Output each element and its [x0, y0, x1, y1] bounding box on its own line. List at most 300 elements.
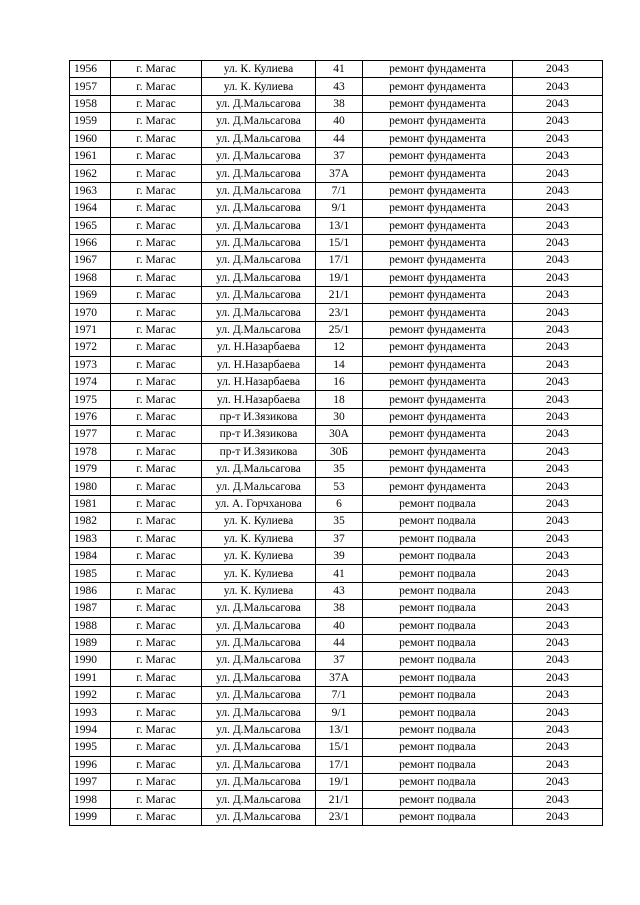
- house-number-cell: 37: [316, 147, 363, 164]
- house-number-cell: 37А: [316, 669, 363, 686]
- table-row: [70, 113, 603, 130]
- row-number: 1989: [70, 634, 111, 651]
- house-number-cell: 41: [316, 565, 363, 582]
- city-cell: г. Магас: [111, 165, 202, 182]
- year-cell: 2043: [513, 165, 603, 182]
- table-row: [70, 617, 603, 634]
- row-number: 1967: [70, 252, 111, 269]
- house-number-cell: 18: [316, 391, 363, 408]
- city-cell: г. Магас: [111, 408, 202, 425]
- house-number-cell: 25/1: [316, 321, 363, 338]
- year-cell: 2043: [513, 130, 603, 147]
- work-type-cell: ремонт подвала: [363, 652, 513, 669]
- street-cell: ул. Д.Мальсагова: [202, 113, 316, 130]
- street-cell: ул. К. Кулиева: [202, 582, 316, 599]
- table-row: [70, 443, 603, 460]
- work-type-cell: ремонт фундамента: [363, 460, 513, 477]
- year-cell: 2043: [513, 808, 603, 825]
- city-cell: г. Магас: [111, 687, 202, 704]
- table-row: [70, 408, 603, 425]
- year-cell: 2043: [513, 704, 603, 721]
- row-number: 1964: [70, 200, 111, 217]
- year-cell: 2043: [513, 669, 603, 686]
- street-cell: ул. Д.Мальсагова: [202, 600, 316, 617]
- street-cell: ул. Д.Мальсагова: [202, 304, 316, 321]
- table-row: [70, 739, 603, 756]
- table-row: [70, 495, 603, 512]
- year-cell: 2043: [513, 600, 603, 617]
- house-number-cell: 40: [316, 617, 363, 634]
- city-cell: г. Магас: [111, 495, 202, 512]
- house-number-cell: 6: [316, 495, 363, 512]
- year-cell: 2043: [513, 652, 603, 669]
- row-number: 1971: [70, 321, 111, 338]
- work-type-cell: ремонт подвала: [363, 721, 513, 738]
- work-type-cell: ремонт фундамента: [363, 61, 513, 78]
- table-row: [70, 634, 603, 651]
- work-type-cell: ремонт подвала: [363, 704, 513, 721]
- house-number-cell: 35: [316, 513, 363, 530]
- work-type-cell: ремонт фундамента: [363, 287, 513, 304]
- table-row: [70, 165, 603, 182]
- work-type-cell: ремонт подвала: [363, 513, 513, 530]
- table-row: [70, 78, 603, 95]
- year-cell: 2043: [513, 460, 603, 477]
- year-cell: 2043: [513, 408, 603, 425]
- street-cell: ул. Д.Мальсагова: [202, 200, 316, 217]
- year-cell: 2043: [513, 774, 603, 791]
- work-type-cell: ремонт фундамента: [363, 426, 513, 443]
- work-type-cell: ремонт фундамента: [363, 321, 513, 338]
- row-number: 1957: [70, 78, 111, 95]
- house-number-cell: 37: [316, 530, 363, 547]
- row-number: 1979: [70, 460, 111, 477]
- city-cell: г. Магас: [111, 669, 202, 686]
- house-number-cell: 23/1: [316, 304, 363, 321]
- street-cell: ул. Д.Мальсагова: [202, 234, 316, 251]
- row-number: 1998: [70, 791, 111, 808]
- street-cell: ул. Д.Мальсагова: [202, 165, 316, 182]
- work-type-cell: ремонт фундамента: [363, 165, 513, 182]
- house-number-cell: 23/1: [316, 808, 363, 825]
- year-cell: 2043: [513, 217, 603, 234]
- city-cell: г. Магас: [111, 95, 202, 112]
- house-number-cell: 44: [316, 634, 363, 651]
- street-cell: ул. Д.Мальсагова: [202, 704, 316, 721]
- house-number-cell: 7/1: [316, 687, 363, 704]
- work-type-cell: ремонт фундамента: [363, 182, 513, 199]
- street-cell: ул. Н.Назарбаева: [202, 356, 316, 373]
- table-row: [70, 234, 603, 251]
- table-row: [70, 687, 603, 704]
- table-row: [70, 582, 603, 599]
- year-cell: 2043: [513, 478, 603, 495]
- street-cell: ул. К. Кулиева: [202, 565, 316, 582]
- row-number: 1970: [70, 304, 111, 321]
- house-number-cell: 39: [316, 547, 363, 564]
- house-number-cell: 30А: [316, 426, 363, 443]
- work-type-cell: ремонт фундамента: [363, 339, 513, 356]
- street-cell: ул. Д.Мальсагова: [202, 774, 316, 791]
- work-type-cell: ремонт подвала: [363, 739, 513, 756]
- city-cell: г. Магас: [111, 443, 202, 460]
- year-cell: 2043: [513, 339, 603, 356]
- house-number-cell: 40: [316, 113, 363, 130]
- table-row: [70, 391, 603, 408]
- row-number: 1985: [70, 565, 111, 582]
- row-number: 1993: [70, 704, 111, 721]
- street-cell: ул. К. Кулиева: [202, 78, 316, 95]
- house-number-cell: 43: [316, 582, 363, 599]
- year-cell: 2043: [513, 304, 603, 321]
- row-number: 1956: [70, 61, 111, 78]
- year-cell: 2043: [513, 95, 603, 112]
- city-cell: г. Магас: [111, 147, 202, 164]
- city-cell: г. Магас: [111, 269, 202, 286]
- city-cell: г. Магас: [111, 600, 202, 617]
- city-cell: г. Магас: [111, 460, 202, 477]
- year-cell: 2043: [513, 582, 603, 599]
- city-cell: г. Магас: [111, 774, 202, 791]
- street-cell: пр-т И.Зязикова: [202, 408, 316, 425]
- row-number: 1992: [70, 687, 111, 704]
- year-cell: 2043: [513, 443, 603, 460]
- work-type-cell: ремонт фундамента: [363, 252, 513, 269]
- street-cell: ул. Д.Мальсагова: [202, 130, 316, 147]
- row-number: 1983: [70, 530, 111, 547]
- work-type-cell: ремонт подвала: [363, 669, 513, 686]
- work-type-cell: ремонт фундамента: [363, 269, 513, 286]
- repair-schedule-table: [69, 60, 603, 826]
- city-cell: г. Магас: [111, 756, 202, 773]
- year-cell: 2043: [513, 391, 603, 408]
- street-cell: ул. Д.Мальсагова: [202, 147, 316, 164]
- year-cell: 2043: [513, 321, 603, 338]
- house-number-cell: 13/1: [316, 217, 363, 234]
- work-type-cell: ремонт фундамента: [363, 304, 513, 321]
- year-cell: 2043: [513, 530, 603, 547]
- year-cell: 2043: [513, 634, 603, 651]
- row-number: 1984: [70, 547, 111, 564]
- year-cell: 2043: [513, 234, 603, 251]
- row-number: 1974: [70, 374, 111, 391]
- street-cell: ул. Д.Мальсагова: [202, 669, 316, 686]
- street-cell: ул. Д.Мальсагова: [202, 634, 316, 651]
- row-number: 1986: [70, 582, 111, 599]
- row-number: 1982: [70, 513, 111, 530]
- row-number: 1961: [70, 147, 111, 164]
- city-cell: г. Магас: [111, 234, 202, 251]
- row-number: 1991: [70, 669, 111, 686]
- row-number: 1975: [70, 391, 111, 408]
- year-cell: 2043: [513, 356, 603, 373]
- work-type-cell: ремонт подвала: [363, 687, 513, 704]
- city-cell: г. Магас: [111, 704, 202, 721]
- street-cell: ул. Д.Мальсагова: [202, 617, 316, 634]
- table-row: [70, 374, 603, 391]
- city-cell: г. Магас: [111, 634, 202, 651]
- row-number: 1980: [70, 478, 111, 495]
- work-type-cell: ремонт фундамента: [363, 217, 513, 234]
- street-cell: пр-т И.Зязикова: [202, 426, 316, 443]
- house-number-cell: 53: [316, 478, 363, 495]
- table-row: [70, 130, 603, 147]
- street-cell: ул. Д.Мальсагова: [202, 460, 316, 477]
- row-number: 1973: [70, 356, 111, 373]
- city-cell: г. Магас: [111, 478, 202, 495]
- city-cell: г. Магас: [111, 808, 202, 825]
- row-number: 1988: [70, 617, 111, 634]
- street-cell: ул. Н.Назарбаева: [202, 391, 316, 408]
- city-cell: г. Магас: [111, 617, 202, 634]
- street-cell: ул. Д.Мальсагова: [202, 791, 316, 808]
- row-number: 1966: [70, 234, 111, 251]
- table-row: [70, 791, 603, 808]
- street-cell: ул. Д.Мальсагова: [202, 182, 316, 199]
- work-type-cell: ремонт фундамента: [363, 147, 513, 164]
- year-cell: 2043: [513, 513, 603, 530]
- table-row: [70, 460, 603, 477]
- work-type-cell: ремонт фундамента: [363, 78, 513, 95]
- table-row: [70, 61, 603, 78]
- year-cell: 2043: [513, 687, 603, 704]
- table-row: [70, 530, 603, 547]
- row-number: 1995: [70, 739, 111, 756]
- table-row: [70, 200, 603, 217]
- work-type-cell: ремонт подвала: [363, 530, 513, 547]
- street-cell: ул. Д.Мальсагова: [202, 739, 316, 756]
- house-number-cell: 13/1: [316, 721, 363, 738]
- city-cell: г. Магас: [111, 530, 202, 547]
- house-number-cell: 9/1: [316, 200, 363, 217]
- row-number: 1969: [70, 287, 111, 304]
- work-type-cell: ремонт подвала: [363, 600, 513, 617]
- year-cell: 2043: [513, 182, 603, 199]
- table-row: [70, 287, 603, 304]
- work-type-cell: ремонт подвала: [363, 617, 513, 634]
- street-cell: ул. К. Кулиева: [202, 513, 316, 530]
- city-cell: г. Магас: [111, 356, 202, 373]
- work-type-cell: ремонт фундамента: [363, 200, 513, 217]
- street-cell: ул. Н.Назарбаева: [202, 339, 316, 356]
- street-cell: ул. Д.Мальсагова: [202, 252, 316, 269]
- street-cell: ул. К. Кулиева: [202, 547, 316, 564]
- street-cell: ул. Д.Мальсагова: [202, 217, 316, 234]
- work-type-cell: ремонт подвала: [363, 582, 513, 599]
- street-cell: ул. Д.Мальсагова: [202, 269, 316, 286]
- year-cell: 2043: [513, 252, 603, 269]
- row-number: 1977: [70, 426, 111, 443]
- city-cell: г. Магас: [111, 739, 202, 756]
- city-cell: г. Магас: [111, 321, 202, 338]
- house-number-cell: 37А: [316, 165, 363, 182]
- street-cell: пр-т И.Зязикова: [202, 443, 316, 460]
- row-number: 1965: [70, 217, 111, 234]
- house-number-cell: 15/1: [316, 739, 363, 756]
- work-type-cell: ремонт фундамента: [363, 130, 513, 147]
- work-type-cell: ремонт подвала: [363, 634, 513, 651]
- table-row: [70, 182, 603, 199]
- work-type-cell: ремонт фундамента: [363, 374, 513, 391]
- street-cell: ул. Д.Мальсагова: [202, 687, 316, 704]
- house-number-cell: 30: [316, 408, 363, 425]
- street-cell: ул. Д.Мальсагова: [202, 321, 316, 338]
- work-type-cell: ремонт фундамента: [363, 234, 513, 251]
- house-number-cell: 17/1: [316, 252, 363, 269]
- table-row: [70, 356, 603, 373]
- table-row: [70, 252, 603, 269]
- table-row: [70, 704, 603, 721]
- street-cell: ул. Н.Назарбаева: [202, 374, 316, 391]
- street-cell: ул. Д.Мальсагова: [202, 478, 316, 495]
- work-type-cell: ремонт фундамента: [363, 356, 513, 373]
- year-cell: 2043: [513, 147, 603, 164]
- city-cell: г. Магас: [111, 200, 202, 217]
- city-cell: г. Магас: [111, 287, 202, 304]
- city-cell: г. Магас: [111, 547, 202, 564]
- work-type-cell: ремонт подвала: [363, 756, 513, 773]
- row-number: 1994: [70, 721, 111, 738]
- row-number: 1976: [70, 408, 111, 425]
- house-number-cell: 43: [316, 78, 363, 95]
- house-number-cell: 12: [316, 339, 363, 356]
- city-cell: г. Магас: [111, 791, 202, 808]
- table-row: [70, 547, 603, 564]
- city-cell: г. Магас: [111, 565, 202, 582]
- work-type-cell: ремонт фундамента: [363, 113, 513, 130]
- city-cell: г. Магас: [111, 582, 202, 599]
- work-type-cell: ремонт подвала: [363, 565, 513, 582]
- table-row: [70, 478, 603, 495]
- city-cell: г. Магас: [111, 374, 202, 391]
- street-cell: ул. Д.Мальсагова: [202, 652, 316, 669]
- year-cell: 2043: [513, 756, 603, 773]
- city-cell: г. Магас: [111, 113, 202, 130]
- house-number-cell: 30Б: [316, 443, 363, 460]
- house-number-cell: 14: [316, 356, 363, 373]
- year-cell: 2043: [513, 287, 603, 304]
- table-body: [70, 61, 603, 826]
- year-cell: 2043: [513, 739, 603, 756]
- row-number: 1978: [70, 443, 111, 460]
- house-number-cell: 35: [316, 460, 363, 477]
- table-row: [70, 269, 603, 286]
- year-cell: 2043: [513, 426, 603, 443]
- street-cell: ул. Д.Мальсагова: [202, 808, 316, 825]
- house-number-cell: 19/1: [316, 774, 363, 791]
- row-number: 1987: [70, 600, 111, 617]
- city-cell: г. Магас: [111, 304, 202, 321]
- work-type-cell: ремонт фундамента: [363, 478, 513, 495]
- row-number: 1962: [70, 165, 111, 182]
- year-cell: 2043: [513, 269, 603, 286]
- row-number: 1999: [70, 808, 111, 825]
- row-number: 1981: [70, 495, 111, 512]
- house-number-cell: 19/1: [316, 269, 363, 286]
- house-number-cell: 16: [316, 374, 363, 391]
- work-type-cell: ремонт фундамента: [363, 95, 513, 112]
- street-cell: ул. А. Горчханова: [202, 495, 316, 512]
- year-cell: 2043: [513, 791, 603, 808]
- work-type-cell: ремонт подвала: [363, 808, 513, 825]
- house-number-cell: 41: [316, 61, 363, 78]
- street-cell: ул. Д.Мальсагова: [202, 756, 316, 773]
- city-cell: г. Магас: [111, 252, 202, 269]
- city-cell: г. Магас: [111, 217, 202, 234]
- year-cell: 2043: [513, 61, 603, 78]
- table-row: [70, 565, 603, 582]
- house-number-cell: 17/1: [316, 756, 363, 773]
- street-cell: ул. Д.Мальсагова: [202, 95, 316, 112]
- table-row: [70, 304, 603, 321]
- table-row: [70, 652, 603, 669]
- city-cell: г. Магас: [111, 78, 202, 95]
- city-cell: г. Магас: [111, 182, 202, 199]
- city-cell: г. Магас: [111, 61, 202, 78]
- table-row: [70, 669, 603, 686]
- street-cell: ул. К. Кулиева: [202, 61, 316, 78]
- table-row: [70, 95, 603, 112]
- row-number: 1990: [70, 652, 111, 669]
- table-row: [70, 339, 603, 356]
- table-row: [70, 426, 603, 443]
- year-cell: 2043: [513, 565, 603, 582]
- house-number-cell: 38: [316, 600, 363, 617]
- street-cell: ул. К. Кулиева: [202, 530, 316, 547]
- row-number: 1963: [70, 182, 111, 199]
- house-number-cell: 9/1: [316, 704, 363, 721]
- year-cell: 2043: [513, 78, 603, 95]
- street-cell: ул. Д.Мальсагова: [202, 287, 316, 304]
- year-cell: 2043: [513, 113, 603, 130]
- year-cell: 2043: [513, 617, 603, 634]
- work-type-cell: ремонт подвала: [363, 774, 513, 791]
- house-number-cell: 15/1: [316, 234, 363, 251]
- table-row: [70, 600, 603, 617]
- city-cell: г. Магас: [111, 130, 202, 147]
- work-type-cell: ремонт фундамента: [363, 443, 513, 460]
- house-number-cell: 44: [316, 130, 363, 147]
- house-number-cell: 38: [316, 95, 363, 112]
- row-number: 1959: [70, 113, 111, 130]
- year-cell: 2043: [513, 200, 603, 217]
- table-row: [70, 147, 603, 164]
- city-cell: г. Магас: [111, 339, 202, 356]
- city-cell: г. Магас: [111, 721, 202, 738]
- table-row: [70, 321, 603, 338]
- year-cell: 2043: [513, 547, 603, 564]
- work-type-cell: ремонт подвала: [363, 791, 513, 808]
- year-cell: 2043: [513, 721, 603, 738]
- city-cell: г. Магас: [111, 426, 202, 443]
- house-number-cell: 7/1: [316, 182, 363, 199]
- row-number: 1968: [70, 269, 111, 286]
- table-row: [70, 721, 603, 738]
- table-row: [70, 774, 603, 791]
- work-type-cell: ремонт фундамента: [363, 408, 513, 425]
- work-type-cell: ремонт подвала: [363, 547, 513, 564]
- table-row: [70, 808, 603, 825]
- year-cell: 2043: [513, 495, 603, 512]
- work-type-cell: ремонт фундамента: [363, 391, 513, 408]
- row-number: 1972: [70, 339, 111, 356]
- table-row: [70, 756, 603, 773]
- house-number-cell: 21/1: [316, 791, 363, 808]
- row-number: 1997: [70, 774, 111, 791]
- house-number-cell: 37: [316, 652, 363, 669]
- work-type-cell: ремонт подвала: [363, 495, 513, 512]
- row-number: 1958: [70, 95, 111, 112]
